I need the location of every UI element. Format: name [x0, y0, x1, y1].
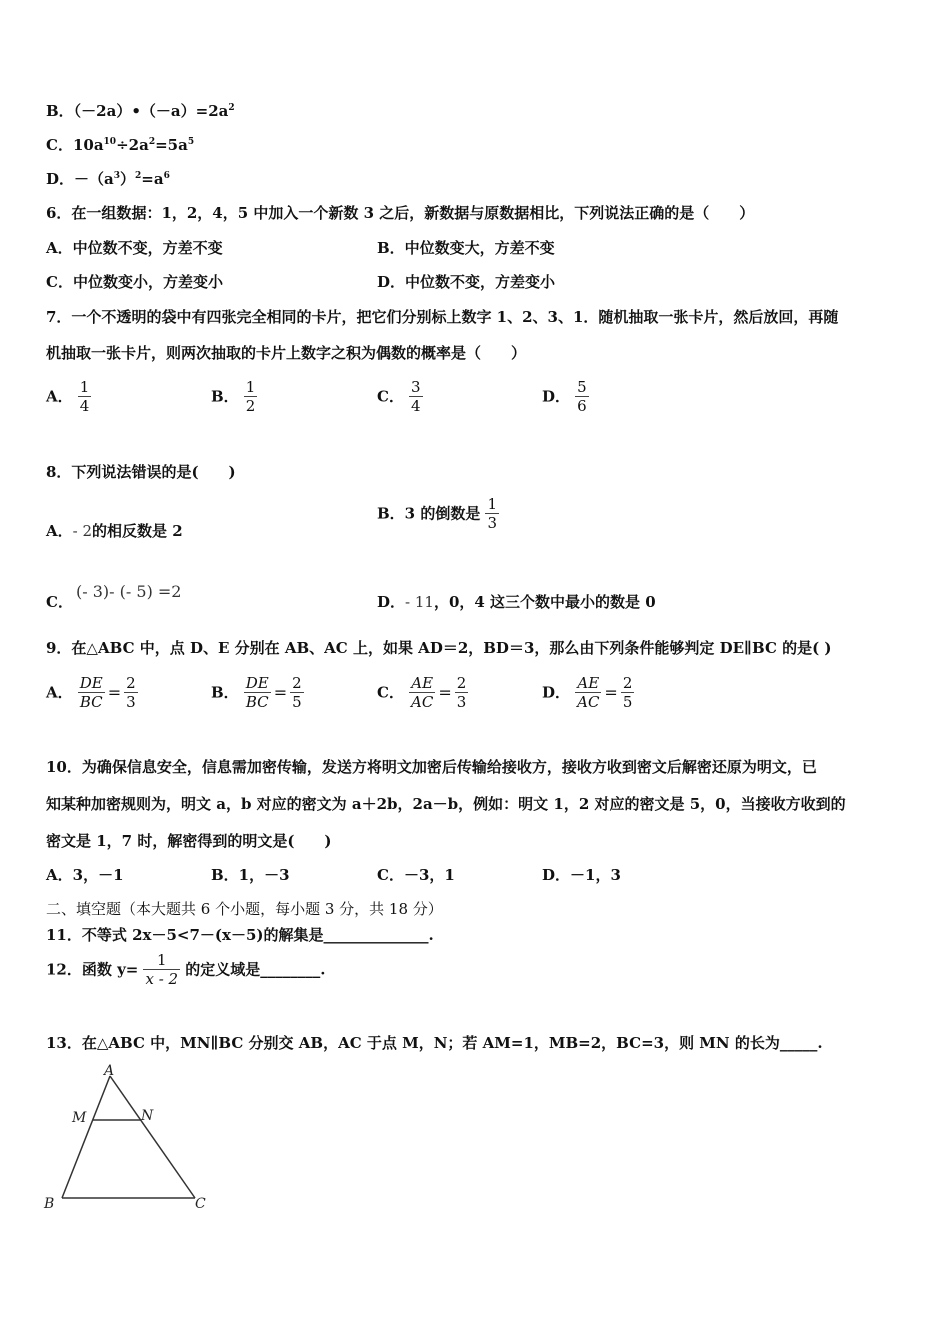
q10-stem-line2: 知某种加密规则为，明文 a，b 对应的密文为 a＋2b，2a－b，例如：明文 1，2 对应的密文是 5，0，当接收方收到的: [46, 795, 846, 813]
q8-b-fraction: $\frac{1}{3}$: [487, 495, 497, 532]
q7-stem-line1: 7．一个不透明的袋中有四张完全相同的卡片，把它们分别标上数字 1、2、3、1．随机抽取一张卡片，然后放回，再随: [46, 308, 839, 326]
triangle-figure: [40, 1062, 210, 1212]
q8-option-a: A．- 2的相反数是 2: [46, 522, 183, 540]
q5-option-d: D．$-(a^3)^2=a^6$: [46, 170, 170, 188]
q12-fraction: $\frac{1}{x - 2}$: [145, 951, 179, 988]
q10-option-b: B．1，－3: [211, 866, 290, 884]
q8-a-expression: - 2: [72, 522, 93, 540]
q7-option-a: A． $\frac{1}{4}$: [46, 378, 90, 415]
q6-option-b: B．中位数变大，方差不变: [377, 239, 555, 257]
q11-stem: 11．不等式 2x－5<7－(x－5)的解集是______________.: [46, 926, 434, 944]
q10-option-a: A．3，－1: [46, 866, 124, 884]
q10-option-c: C．－3，1: [377, 866, 455, 884]
q5-option-c: C．$10a^{10}\div 2a^2=5a^5$: [46, 136, 195, 154]
q13-stem: 13．在△ABC 中，MN∥BC 分别交 AB，AC 于点 M，N；若 AM=1，MB=2，BC=3，则 MN 的长为_____.: [46, 1034, 823, 1052]
q8-option-d: D．- 11，0，4 这三个数中最小的数是 0: [377, 593, 656, 611]
q5-option-b: B．$(-2a)•(-a)=2a^2$: [46, 102, 235, 120]
q7-stem-line2: 机抽取一张卡片，则两次抽取的卡片上数字之积为偶数的概率是（ ）: [46, 344, 527, 362]
q9-option-c: C． $\frac{AE}{AC}$ = $\frac{2}{3}$: [377, 674, 467, 711]
label-n: N: [141, 1108, 154, 1124]
section-heading: 二、填空题（本大题共 6 个小题，每小题 3 分，共 18 分）: [46, 900, 443, 918]
q9-option-b: B． $\frac{DE}{BC}$ = $\frac{2}{5}$: [211, 674, 302, 711]
q10-option-d: D．－1，3: [542, 866, 621, 884]
q7-d-fraction: $\frac{5}{6}$: [577, 378, 587, 415]
q7-b-fraction: $\frac{1}{2}$: [245, 378, 256, 415]
side-ac: [110, 1076, 195, 1198]
label-m: M: [72, 1110, 87, 1126]
q8-c-expression: (- 3)- (- 5) =2: [76, 582, 182, 601]
q7-c-fraction: $\frac{3}{4}$: [411, 378, 421, 415]
q6-option-a: A．中位数不变，方差不变: [46, 239, 223, 257]
q8-option-c-label: C．: [46, 593, 73, 611]
q6-option-c: C．中位数变小，方差变小: [46, 273, 223, 291]
q9-option-d: D． $\frac{AE}{AC}$ = $\frac{2}{5}$: [542, 674, 633, 711]
q10-stem-line1: 10．为确保信息安全，信息需加密传输，发送方将明文加密后传输给接收方，接收方收到密文后解密还原为明文，已: [46, 758, 817, 776]
side-ab: [62, 1076, 110, 1198]
q6-stem: 6．在一组数据：1，2，4，5 中加入一个新数 3 之后，新数据与原数据相比，下列说法正确的是（ ）: [46, 204, 755, 222]
q7-option-d: D． $\frac{5}{6}$: [542, 378, 587, 415]
q6-option-d: D．中位数不变，方差变小: [377, 273, 556, 291]
q8-d-expression: - 11: [405, 593, 434, 611]
label-b: B: [44, 1196, 55, 1212]
q8-option-b: B．3 的倒数是 $\frac{1}{3}$: [377, 495, 497, 532]
q10-stem-line3: 密文是 1，7 时，解密得到的明文是( ): [46, 832, 332, 850]
label-c: C: [195, 1196, 206, 1212]
q8-stem: 8．下列说法错误的是( ): [46, 463, 236, 481]
q7-option-c: C． $\frac{3}{4}$: [377, 378, 421, 415]
q9-option-a: A． $\frac{DE}{BC}$ = $\frac{2}{3}$: [46, 674, 136, 711]
q9-stem: 9．在△ABC 中，点 D、E 分别在 AB、AC 上，如果 AD＝2，BD＝3，那么由下列条件能够判定 DE∥BC 的是( ): [46, 639, 832, 657]
label-a: A: [104, 1063, 115, 1079]
q7-option-b: B． $\frac{1}{2}$: [211, 378, 256, 415]
q12-stem: 12．函数 y= $\frac{1}{x - 2}$ 的定义域是________.: [46, 951, 326, 988]
q7-a-fraction: $\frac{1}{4}$: [79, 378, 90, 415]
